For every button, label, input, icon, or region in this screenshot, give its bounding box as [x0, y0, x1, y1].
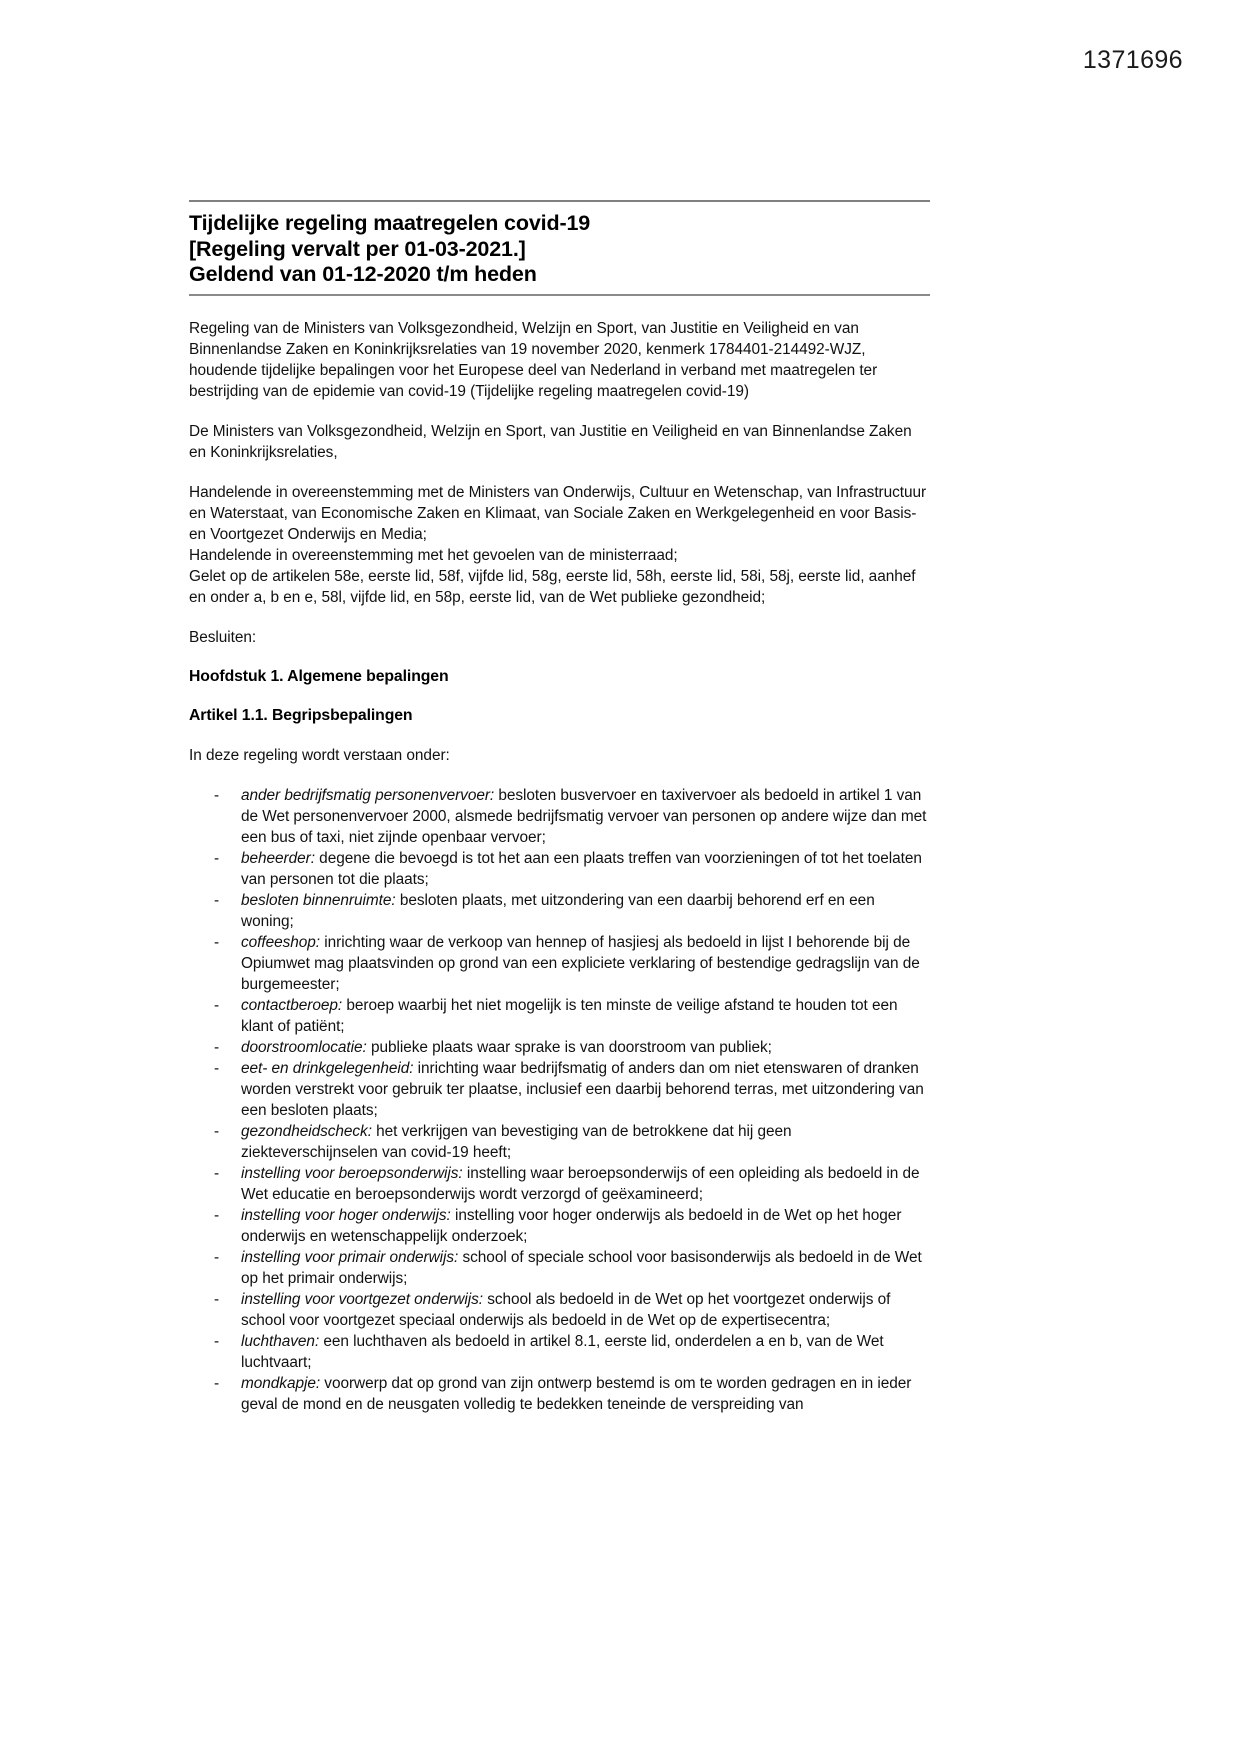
definition-term: coffeeshop:: [241, 933, 321, 951]
definition-term: instelling voor beroepsonderwijs:: [241, 1164, 463, 1182]
definition-body: beroep waarbij het niet mogelijk is ten minste de veilige afstand te houden tot een klant of patiënt;: [241, 996, 898, 1035]
definitions-list-wrapper: [189, 785, 930, 1415]
definition-body: het verkrijgen van bevestiging van de betrokkene dat hij geen ziekteverschijnselen van covid-19 heeft;: [241, 1122, 792, 1161]
heading-chapter-1: Hoofdstuk 1. Algemene bepalingen: [189, 667, 449, 685]
spacer: [189, 296, 930, 318]
definition-term: besloten binnenruimte:: [241, 891, 396, 909]
definition-term: mondkapje:: [241, 1374, 321, 1392]
paragraph-definitions-intro: In deze regeling wordt verstaan onder:: [189, 746, 450, 764]
definition-term: eet- en drinkgelegenheid:: [241, 1059, 414, 1077]
list-dash-marker: -: [214, 1248, 220, 1266]
definition-term: instelling voor voortgezet onderwijs:: [241, 1290, 483, 1308]
paragraph-gelet-op: Gelet op de artikelen 58e, eerste lid, 58f, vijfde lid, 58g, eerste lid, 58h, eerste lid, 58i, 58j, eerste lid, aanhef en onder a, b en e, 58l, vijfde lid, en 58p, eerste lid, van de Wet publieke gezondheid;: [189, 567, 916, 606]
paragraph-intro: Regeling van de Ministers van Volksgezondheid, Welzijn en Sport, van Justitie en Veiligheid en van Binnenlandse Zaken en Koninkrijksrelaties van 19 november 2020, kenmerk 1784401-214492-WJZ, houdende tijdelijke bepalingen voor het Europese deel van Nederland in verband met maatregelen ter bestrijding van de epidemie van covid-19 (Tijdelijke regeling maatregelen covid-19): [189, 319, 878, 400]
definition-term: instelling voor primair onderwijs:: [241, 1248, 459, 1266]
definition-term: contactberoep:: [241, 996, 343, 1014]
definition-body: besloten busvervoer en taxivervoer als bedoeld in artikel 1 van de Wet personenvervoer 2000, alsmede bedrijfsmatig vervoer van personen op andere wijze dan met een bus of taxi, niet zijnde openbaar vervoer;: [241, 786, 927, 846]
title-line-3: Geldend van 01-12-2020 t/m heden: [189, 262, 537, 286]
paragraph-besluiten: Besluiten:: [189, 628, 257, 646]
definition-item: [189, 785, 930, 848]
definition-item: [189, 932, 930, 995]
definition-item: [189, 1289, 930, 1331]
list-dash-marker: -: [214, 1038, 220, 1056]
definition-term: instelling voor hoger onderwijs:: [241, 1206, 451, 1224]
definition-body: besloten plaats, met uitzondering van een daarbij behorend erf en een woning;: [241, 891, 875, 930]
list-dash-marker: -: [214, 891, 220, 909]
list-dash-marker: -: [214, 1374, 220, 1392]
definition-body: een luchthaven als bedoeld in artikel 8.1, eerste lid, onderdelen a en b, van de Wet luchtvaart;: [241, 1332, 884, 1371]
definition-term: ander bedrijfsmatig personenvervoer:: [241, 786, 495, 804]
definition-body: inrichting waar de verkoop van hennep of hasjiesj als bedoeld in lijst I behorende bij de Opiumwet mag plaatsvinden op grond van een expliciete verklaring of bestendige gedragslijn van de burgemeester;: [241, 933, 920, 993]
document-content: [189, 200, 930, 1415]
list-dash-marker: -: [214, 1290, 220, 1308]
list-dash-marker: -: [214, 849, 220, 867]
list-dash-marker: -: [214, 933, 220, 951]
definition-term: gezondheidscheck:: [241, 1122, 372, 1140]
heading-article-1-1: Artikel 1.1. Begripsbepalingen: [189, 706, 413, 724]
definition-body: instelling voor hoger onderwijs als bedoeld in de Wet op het hoger onderwijs en wetenschappelijk onderzoek;: [241, 1206, 902, 1245]
definition-body: instelling waar beroepsonderwijs of een opleiding als bedoeld in de Wet educatie en beroepsonderwijs wordt verzorgd of geëxamineerd;: [241, 1164, 920, 1203]
definition-item: [189, 1247, 930, 1289]
definition-item: [189, 890, 930, 932]
paragraph-handelende-2: Handelende in overeenstemming met het gevoelen van de ministerraad;: [189, 546, 678, 564]
list-dash-marker: -: [214, 1164, 220, 1182]
paragraph-ministers: De Ministers van Volksgezondheid, Welzijn en Sport, van Justitie en Veiligheid en van Binnenlandse Zaken en Koninkrijksrelaties,: [189, 422, 912, 461]
list-dash-marker: -: [214, 1206, 220, 1224]
list-dash-marker: -: [214, 1122, 220, 1140]
definition-term: beheerder:: [241, 849, 315, 867]
definition-item: [189, 1331, 930, 1373]
definition-item: [189, 1373, 930, 1415]
title-line-1: Tijdelijke regeling maatregelen covid-19: [189, 211, 591, 235]
definition-body: voorwerp dat op grond van zijn ontwerp bestemd is om te worden gedragen en in ieder geval de mond en de neusgaten volledig te bedekken teneinde de verspreiding van: [241, 1374, 912, 1413]
definition-term: doorstroomlocatie:: [241, 1038, 367, 1056]
definition-body: publieke plaats waar sprake is van doorstroom van publiek;: [366, 1038, 772, 1056]
definition-item: [189, 1205, 930, 1247]
definition-body: degene die bevoegd is tot het aan een plaats treffen van voorzieningen of tot het toelaten van personen tot die plaats;: [241, 849, 922, 888]
definition-item: [189, 1037, 930, 1058]
definition-item: [189, 1163, 930, 1205]
definitions-list: [189, 785, 930, 1415]
list-dash-marker: -: [214, 1059, 220, 1077]
title-line-2: [Regeling vervalt per 01-03-2021.]: [189, 236, 526, 261]
list-dash-marker: -: [214, 996, 220, 1014]
list-dash-marker: -: [214, 1332, 220, 1350]
definition-body: inrichting waar bedrijfsmatig of anders dan om niet etenswaren of dranken worden verstrekt voor gebruik ter plaatse, inclusief een daarbij behorend terras, met uitzondering van een besloten plaats;: [241, 1059, 924, 1119]
definition-item: [189, 995, 930, 1037]
definition-body: school als bedoeld in de Wet op het voortgezet onderwijs of school voor voortgezet speciaal onderwijs als bedoeld in de Wet op de expertisecentra;: [241, 1290, 891, 1329]
definition-item: [189, 1121, 930, 1163]
document-number: 1371696: [1082, 46, 1183, 74]
definition-item: [189, 1058, 930, 1121]
definition-item: [189, 848, 930, 890]
definition-term: luchthaven:: [241, 1332, 320, 1350]
document-title: [189, 202, 930, 294]
definition-body: school of speciale school voor basisonderwijs als bedoeld in de Wet op het primair onderwijs;: [241, 1248, 922, 1287]
list-dash-marker: -: [214, 786, 220, 804]
paragraph-handelende-1: Handelende in overeenstemming met de Ministers van Onderwijs, Cultuur en Wetenschap, van Infrastructuur en Waterstaat, van Economische Zaken en Klimaat, van Sociale Zaken en Werkgelegenheid en voor Basis- en Voortgezet Onderwijs en Media;: [189, 483, 927, 543]
